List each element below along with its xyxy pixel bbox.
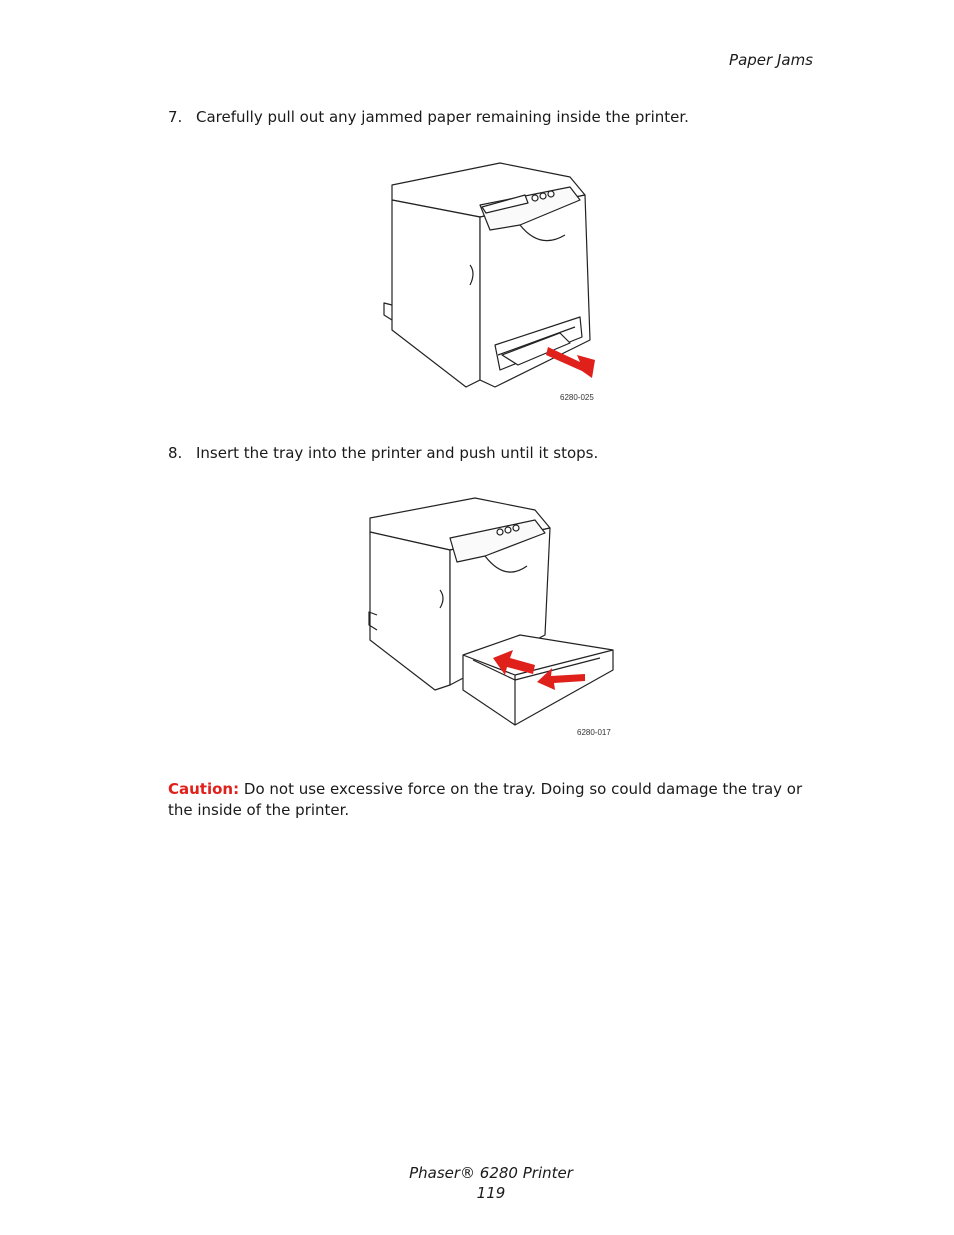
printer-illustration [370,155,620,410]
figure-label: 6280-017 [577,728,611,737]
step-number: 7. [168,108,183,126]
caution-label: Caution: [168,780,240,798]
step-number: 8. [168,444,183,462]
pull-arrow-icon [546,347,595,378]
figure-pull-jammed-paper [370,155,620,410]
step-text: Insert the tray into the printer and push until it stops. [196,444,599,462]
figure-insert-tray [355,490,625,745]
figure-label: 6280-025 [560,393,594,402]
step-text: Carefully pull out any jammed paper remaining inside the printer. [196,108,689,126]
printer-illustration [355,490,625,745]
running-header: Paper Jams [729,51,813,69]
step-7 [168,107,689,127]
step-8 [168,443,598,463]
footer-product: Phaser® 6280 Printer [409,1164,573,1182]
page-number: 119 [476,1184,506,1202]
caution-note [168,779,808,821]
page-footer [0,1163,954,1203]
caution-text: Do not use excessive force on the tray. Doing so could damage the tray or the inside of the printer. [168,780,803,819]
